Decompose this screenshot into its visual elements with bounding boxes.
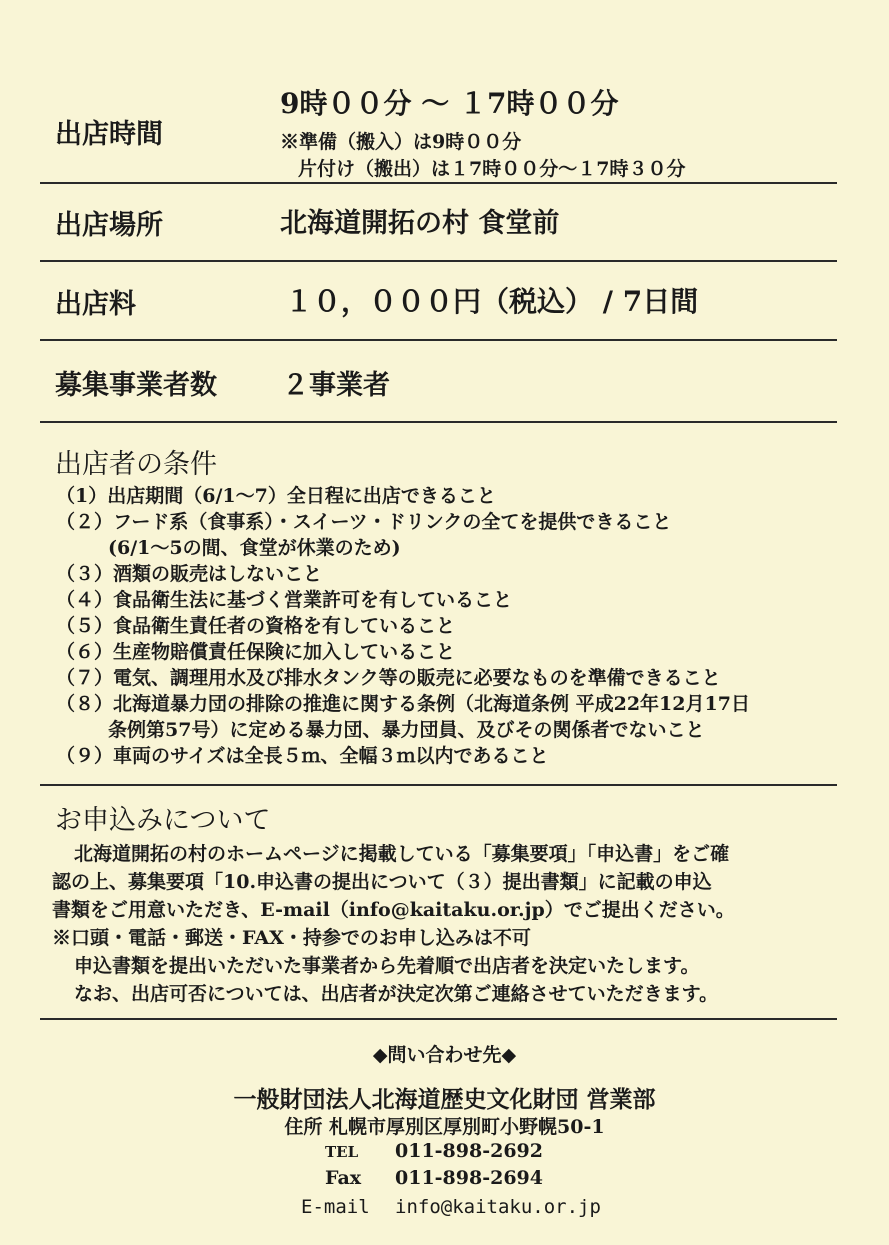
divider — [40, 260, 837, 262]
conditions-heading: 出店者の条件 — [55, 449, 217, 480]
fax-label: Fax — [325, 1167, 362, 1189]
fee-value: １０，０００円（税込） / 7日間 — [285, 285, 699, 318]
condition-item-continuation: (6/1～5の間、食堂が休業のため) — [108, 537, 401, 559]
contact-heading: ◆問い合わせ先◆ — [372, 1044, 517, 1066]
hours-label: 出店時間 — [55, 119, 163, 150]
application-text — [52, 840, 735, 1008]
application-heading: お申込みについて — [55, 805, 271, 836]
application-line: 申込書類を提出いただいた事業者から先着順で出店者を決定いたします。 — [74, 955, 700, 977]
condition-item: （２）フード系（食事系）・スイーツ・ドリンクの全てを提供できること — [56, 511, 672, 533]
condition-item: （４）食品衛生法に基づく営業許可を有していること — [56, 589, 513, 611]
fee-label: 出店料 — [55, 289, 136, 320]
tel-label: TEL — [325, 1143, 359, 1161]
recruit-value: ２事業者 — [282, 370, 390, 401]
place-value: 北海道開拓の村 食堂前 — [280, 208, 560, 239]
conditions-list — [56, 483, 750, 769]
divider — [40, 1018, 837, 1020]
recruit-label: 募集事業者数 — [55, 370, 217, 401]
fax-number: 011-898-2694 — [395, 1167, 543, 1189]
divider — [40, 421, 837, 423]
email-label: E-mail — [301, 1196, 370, 1218]
divider — [40, 339, 837, 341]
condition-item: （７）電気、調理用水及び排水タンク等の販売に必要なものを準備できること — [56, 667, 721, 689]
contact-address: 住所 札幌市厚別区厚別町小野幌50-1 — [284, 1116, 605, 1138]
hours-prep-note: ※準備（搬入）は9時００分 — [280, 131, 522, 153]
hours-value: 9時００分 ～ １7時００分 — [280, 87, 619, 120]
place-label: 出店場所 — [55, 210, 163, 241]
application-line: 認の上、募集要項「10.申込書の提出について（３）提出書類」に記載の申込 — [52, 871, 712, 893]
condition-item: （1）出店期間（6/1～7）全日程に出店できること — [56, 485, 496, 507]
condition-item: （３）酒類の販売はしないこと — [56, 563, 323, 585]
condition-item: （６）生産物賠償責任保険に加入していること — [56, 641, 456, 663]
tel-number: 011-898-2692 — [395, 1140, 543, 1162]
condition-item: （９）車両のサイズは全長５ｍ、全幅３ｍ以内であること — [56, 745, 549, 767]
email-address[interactable]: info@kaitaku.or.jp — [395, 1196, 601, 1218]
application-line: なお、出店可否については、出店者が決定次第ご連絡させていただきます。 — [74, 983, 719, 1005]
application-line: 書類をご用意いただき、E-mail（info@kaitaku.or.jp）でご提出ください。 — [52, 899, 735, 921]
application-note: ※口頭・電話・郵送・FAX・持参でのお申し込みは不可 — [52, 927, 531, 949]
divider — [40, 182, 837, 184]
condition-item-continuation: 条例第57号）に定める暴力団、暴力団員、及びその関係者でないこと — [108, 719, 705, 741]
condition-item: （８）北海道暴力団の排除の推進に関する条例（北海道条例 平成22年12月17日 — [56, 693, 750, 715]
divider — [40, 784, 837, 786]
hours-cleanup-note: 片付け（搬出）は１7時００分～１7時３０分 — [298, 158, 686, 180]
contact-org: 一般財団法人北海道歴史文化財団 営業部 — [233, 1086, 656, 1113]
condition-item: （５）食品衛生責任者の資格を有していること — [56, 615, 456, 637]
application-line: 北海道開拓の村のホームページに掲載している「募集要項」「申込書」をご確 — [74, 843, 730, 865]
